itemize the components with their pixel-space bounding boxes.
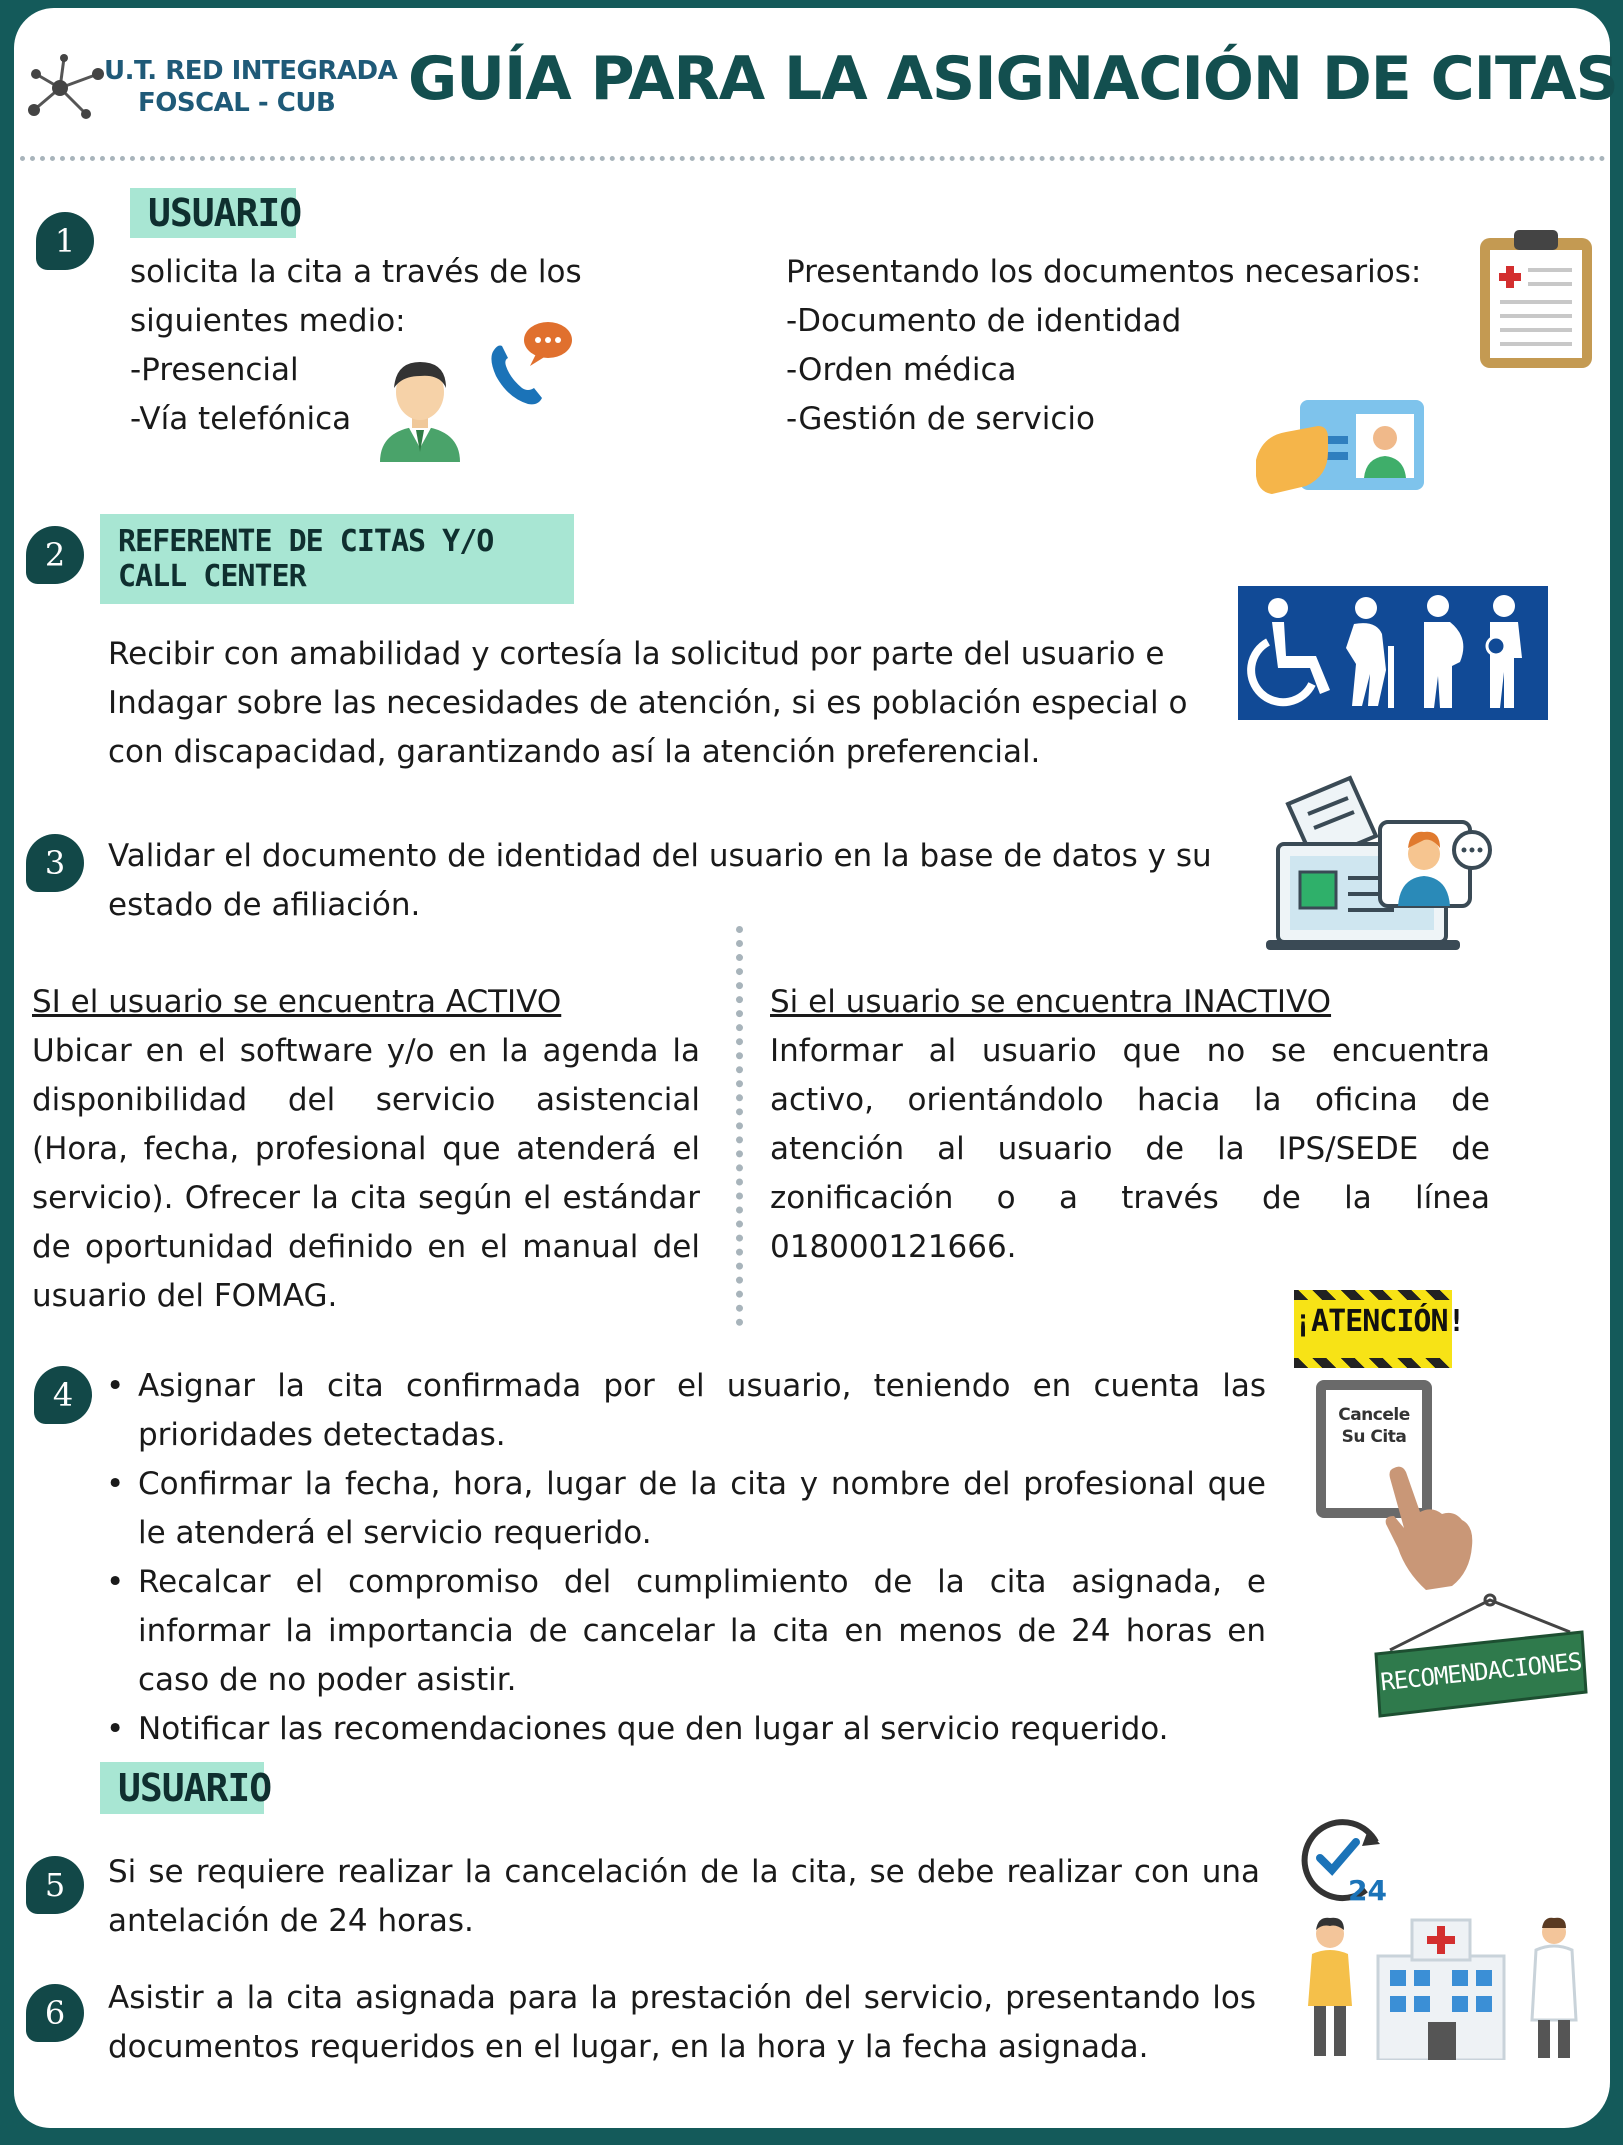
clipboard-icon (1478, 228, 1594, 370)
list-item: • Recalcar el compromiso del cumplimiento de la cita asignada, e informar la importancia de cancelar la cita en menos de 24 horas en caso de no poder asistir. (102, 1558, 1266, 1705)
list-item: • Confirmar la fecha, hora, lugar de la cita y nombre del profesional que le atenderá el servicio requerido. (102, 1460, 1266, 1558)
inactive-text: Informar al usuario que no se encuentra activo, orientándolo hacia la oficina de atención al usuario de la IPS/SEDE de zonificación o a través de la línea 018000121666. (770, 1033, 1490, 1265)
logo-line2: FOSCAL - CUB (138, 88, 336, 118)
step-number-4: 4 (34, 1366, 92, 1424)
active-title: SI el usuario se encuentra ACTIVO (32, 984, 562, 1020)
step-number-6: 6 (26, 1984, 84, 2042)
logo (26, 48, 398, 128)
step1-left-line: siguientes medio: (130, 303, 406, 339)
phone-chat-icon (486, 318, 576, 408)
step1-left-line: -Vía telefónica (130, 401, 352, 437)
step2-label-text: REFERENTE DE CITAS Y/O CALL CENTER (118, 524, 494, 594)
step1-right-line: -Orden médica (786, 352, 1017, 388)
clock-24-icon (1296, 1812, 1388, 1904)
page-title: GUÍA PARA LA ASIGNACIÓN DE CITAS (408, 44, 1618, 114)
step3-text: Validar el documento de identidad del usuario en la base de datos y su estado de afiliación. (108, 838, 1212, 923)
list-item: • Notificar las recomendaciones que den lugar al servicio requerido. (102, 1705, 1266, 1754)
step-number-1: 1 (36, 212, 94, 270)
id-card-icon (1256, 396, 1426, 496)
step2-text: Recibir con amabilidad y cortesía la solicitud por parte del usuario e Indagar sobre las necesidades de atención, si es población especial o con discapacidad, garantizando así la atención preferencial. (108, 636, 1188, 770)
logo-line1: U.T. RED INTEGRADA (104, 56, 398, 86)
step1-label-text: USUARIO (148, 191, 302, 235)
wheelchair-elderly-pregnant-baby-icon (1238, 586, 1548, 720)
pointing-hand-icon (1376, 1462, 1476, 1592)
step6-text: Asistir a la cita asignada para la prestación del servicio, presentando los documentos requeridos en el lugar, en la hora y la fecha asignada. (108, 1980, 1256, 2065)
clock-24-text: 24 (1348, 1874, 1387, 1904)
tablet-text: Cancele Su Cita (1338, 1405, 1410, 1447)
attention-sign (1294, 1290, 1465, 1368)
step-number-2: 2 (26, 526, 84, 584)
active-text: Ubicar en el software y/o en la agenda la disponibilidad del servicio asistencial (Hora, fecha, profesional que atenderá el servicio). Ofrecer la cita según el estándar de oportunidad definido en el manual del usuario del FOMAG. (32, 1033, 700, 1314)
step1-label (130, 188, 302, 238)
user-label-2 (100, 1762, 272, 1814)
step5-text: Si se requiere realizar la cancelación de la cita, se debe realizar con una antelación de 24 horas. (108, 1854, 1260, 1939)
step1-right-line: -Documento de identidad (786, 303, 1182, 339)
step1-right-line: Presentando los documentos necesarios: (786, 254, 1422, 290)
step2-label (100, 514, 574, 604)
step-number-5: 5 (26, 1856, 84, 1914)
inactive-title: Si el usuario se encuentra INACTIVO (770, 984, 1332, 1020)
header-divider (20, 156, 1606, 161)
column-divider (736, 926, 743, 1326)
recommendations-sign-text: RECOMENDACIONES (1379, 1647, 1583, 1697)
step-number-3: 3 (26, 834, 84, 892)
preferential-attention-sign (1238, 586, 1548, 720)
step1-right-line: -Gestión de servicio (786, 401, 1095, 437)
network-nodes-icon (26, 52, 110, 126)
list-item: • Asignar la cita confirmada por el usuario, teniendo en cuenta las prioridades detectadas. (102, 1362, 1266, 1460)
step1-left-line: -Presencial (130, 352, 299, 388)
hospital-patient-doctor-icon (1292, 1910, 1592, 2060)
attention-sign-text: ¡ATENCIÓN! (1294, 1304, 1465, 1339)
person-icon (370, 352, 470, 462)
step4-bullet-list (102, 1362, 1266, 1754)
user-label-2-text: USUARIO (118, 1766, 272, 1810)
step1-left-line: solicita la cita a través de los (130, 254, 582, 290)
laptop-validation-icon (1264, 774, 1494, 954)
